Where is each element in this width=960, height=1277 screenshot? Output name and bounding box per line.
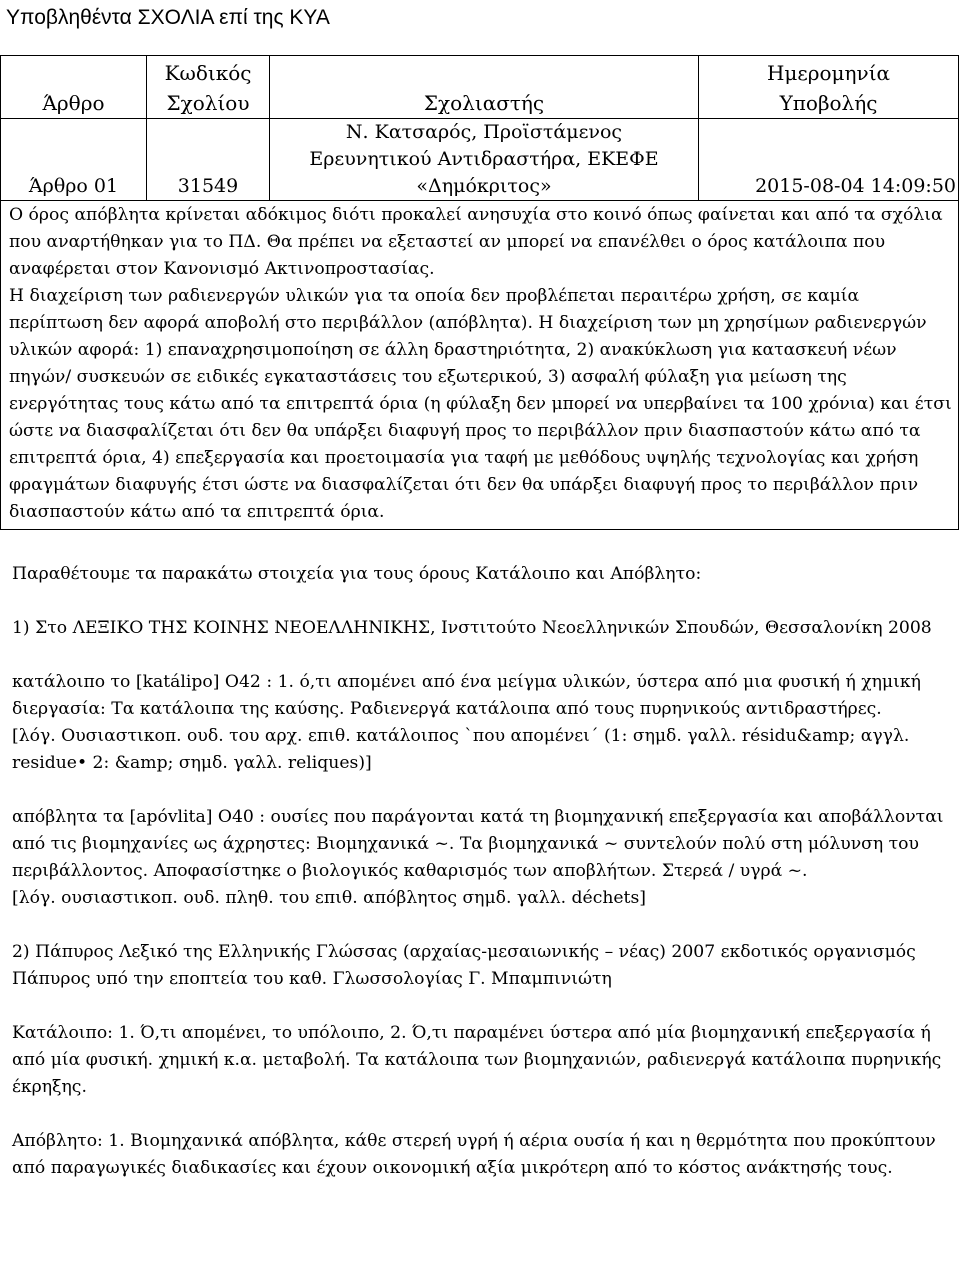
commenter-name: Ν. Κατσαρός, Προϊστάμενος Ερευνητικού Αντιδραστήρα, ΕΚΕΦΕ «Δημόκριτος» [309,121,659,197]
definition-apovlita-1: απόβλητα τα [apóvlita] O40 : ουσίες που παράγονται κατά τη βιομηχανική επεξεργασία και αποβάλλονται από τις βιομηχανίες ως άχρηστες: Βιομηχανικά ~. Τα βιομηχανικά ~ συντελούν πολύ στη μόλυνση του περιβάλλοντος. Αποφασίστηκε ο βιολογικός καθαρισμός των αποβλήτων. Στερεά / υγρά ~. [12,807,944,881]
header-submission-date-label: Ημερομηνία Υποβολής [766,61,891,115]
header-submission-date [699,56,959,119]
header-article: Άρθρο [1,56,147,119]
etymology-katalipo-1: [λόγ. Ουσιαστικοπ. ουδ. του αρχ. επιθ. κατάλοιπος `που απομένει΄ (1: σημδ. γαλλ. résidu&amp; αγγλ. residue• 2: &amp; σημδ. γαλλ. reliques)] [12,726,910,773]
comment-text-row [1,201,959,530]
definition-katalipo-2: Κατάλοιπο: 1. Ό,τι απομένει, το υπόλοιπο, 2. Ό,τι παραμένει ύστερα από μία βιομηχανική επεξεργασία ή από μία φυσική. χημική κ.α. μεταβολή. Τα κατάλοιπα των βιομηχανιών, ραδιενεργά κατάλοιπα πυρηνικής έκρηξης. [12,1023,942,1097]
header-comment-code [147,56,270,119]
header-commenter: Σχολιαστής [270,56,699,119]
comment-paragraph: Ο όρος απόβλητα κρίνεται αδόκιμος διότι προκαλεί ανησυχία στο κοινό όπως φαίνεται και από τα σχόλια που αναρτήθηκαν για το ΠΔ. Θα πρέπει να εξεταστεί αν μπορεί να επανέλθει ο όρος κατάλοιπα που αναφέρεται στον Κανονισμό Ακτινοπροστασίας. [9,205,943,279]
cell-comment-text [1,201,959,530]
comment-text [9,202,952,526]
comments-table [0,55,959,530]
definition-apovlito-2: Απόβλητο: 1. Βιομηχανικά απόβλητα, κάθε στερεή υγρή ή αέρια ουσία ή και η θερμότητα που προκύπτουν από παραγωγικές διαδικασίες και έχουν οικονομική αξία μικρότερη από το κόστος ανάκτησής τους. [12,1131,936,1178]
comment-paragraph: Η διαχείριση των ραδιενεργών υλικών για τα οποία δεν προβλέπεται περαιτέρω χρήση, σε καμία περίπτωση δεν αφορά αποβολή στο περιβάλλον (απόβλητα). Η διαχείριση των μη χρησίμων ραδιενεργών υλικών αφορά: 1) επαναχρησιμοποίηση σε άλλη δραστηριότητα, 2) ανακύκλωση για κατασκευή νέων πηγών/ συσκευών σε ειδικές εγκαταστάσεις του εξωτερικού, 3) ασφαλή φύλαξη για μείωση της ενεργότητας τους κάτω από τα επιτρεπτά όρια (η φύλαξη δεν μπορεί να υπερβαίνει τα 100 χρόνια) και έτσι ώστε να διασφαλίζεται ότι δεν θα υπάρξει διαφυγή προς το περιβάλλον πριν διασπαστούν κάτω από τα επιτρεπτά όρια, 4) επεξεργασία και προετοιμασία για ταφή με μεθόδους υψηλής τεχνολογίας και χρήση φραγμάτων διαφυγής έτσι ώστε να διασφαλίζεται ότι δεν θα υπάρξει διαφυγή προς το περιβάλλον πριν διασπαστούν κάτω από τα επιτρεπτά όρια. [9,286,952,522]
definition-katalipo-1: κατάλοιπο το [katálipo] O42 : 1. ό,τι απομένει από ένα μείγμα υλικών, ύστερα από μια φυσική ή χημική διεργασία: Τα κατάλοιπα της καύσης. Ραδιενεργά κατάλοιπα από τους πυρηνικούς αντιδραστήρες. [12,672,921,719]
source-2-heading: 2) Πάπυρος Λεξικό της Ελληνικής Γλώσσας (αρχαίας-μεσαιωνικής – νέας) 2007 εκδοτικός οργανισμός Πάπυρος υπό την εποπτεία του καθ. Γλωσσολογίας Γ. Μπαμπινιώτη [12,942,916,989]
cell-submission-date: 2015-08-04 14:09:50 [699,119,959,201]
etymology-apovlita-1: [λόγ. ουσιαστικοπ. ουδ. πληθ. του επιθ. απόβλητος σημδ. γαλλ. déchets] [12,888,646,908]
table-header-row [1,56,959,119]
cell-commenter [270,119,699,201]
document-body [12,561,952,1182]
source-1-heading: 1) Στο ΛΕΞΙΚΟ ΤΗΣ ΚΟΙΝΗΣ ΝΕΟΕΛΛΗΝΙΚΗΣ, Ινστιτούτο Νεοελληνικών Σπουδών, Θεσσαλονίκη 2008 [12,618,932,638]
table-row [1,119,959,201]
intro-paragraph: Παραθέτουμε τα παρακάτω στοιχεία για τους όρους Κατάλοιπο και Απόβλητο: [12,564,702,584]
header-comment-code-label: Κωδικός Σχολίου [164,61,252,115]
page-title: Υποβληθέντα ΣΧΟΛΙΑ επί της ΚΥΑ [6,6,330,29]
cell-comment-code: 31549 [147,119,270,201]
cell-article: Άρθρο 01 [1,119,147,201]
